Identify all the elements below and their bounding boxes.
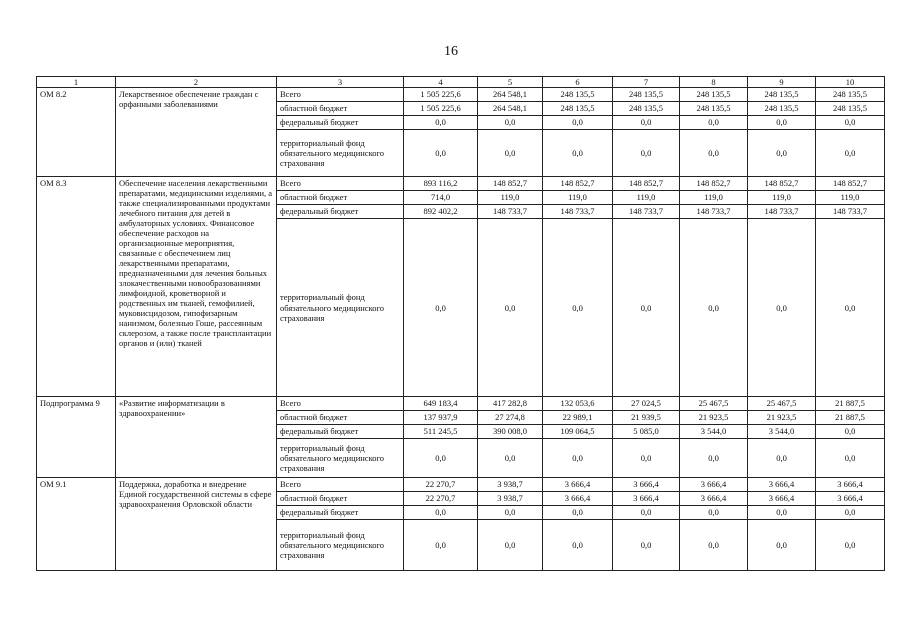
amount-cell: 25 467,5 bbox=[748, 397, 816, 411]
column-header: 8 bbox=[680, 77, 748, 88]
amount-cell: 248 135,5 bbox=[543, 88, 613, 102]
amount-cell: 0,0 bbox=[613, 439, 680, 478]
amount-cell: 3 666,4 bbox=[680, 492, 748, 506]
amount-cell: 0,0 bbox=[404, 439, 478, 478]
amount-cell: 119,0 bbox=[680, 191, 748, 205]
funding-source: Всего bbox=[277, 88, 404, 102]
amount-cell: 0,0 bbox=[543, 130, 613, 177]
table-row bbox=[37, 397, 885, 411]
amount-cell: 148 852,7 bbox=[816, 177, 885, 191]
amount-cell: 22 270,7 bbox=[404, 478, 478, 492]
amount-cell: 264 548,1 bbox=[478, 102, 543, 116]
program-name: Поддержка, доработка и внедрение Единой государственной системы в сфере здравоохранения Орловской области bbox=[116, 478, 277, 571]
funding-source: территориальный фонд обязательного медицинского страхования bbox=[277, 439, 404, 478]
budget-table bbox=[36, 76, 885, 571]
amount-cell: 0,0 bbox=[613, 219, 680, 397]
amount-cell: 0,0 bbox=[404, 130, 478, 177]
amount-cell: 3 666,4 bbox=[816, 492, 885, 506]
amount-cell: 0,0 bbox=[816, 520, 885, 571]
amount-cell: 119,0 bbox=[613, 191, 680, 205]
amount-cell: 892 402,2 bbox=[404, 205, 478, 219]
program-code: ОМ 8.3 bbox=[37, 177, 116, 397]
funding-source: федеральный бюджет bbox=[277, 425, 404, 439]
table-row bbox=[37, 177, 885, 191]
amount-cell: 22 989,1 bbox=[543, 411, 613, 425]
amount-cell: 0,0 bbox=[404, 219, 478, 397]
amount-cell: 0,0 bbox=[680, 520, 748, 571]
amount-cell: 3 666,4 bbox=[748, 478, 816, 492]
column-number-header-row bbox=[37, 77, 885, 88]
amount-cell: 21 923,5 bbox=[680, 411, 748, 425]
funding-source: территориальный фонд обязательного медицинского страхования bbox=[277, 520, 404, 571]
amount-cell: 148 733,7 bbox=[543, 205, 613, 219]
column-header: 9 bbox=[748, 77, 816, 88]
amount-cell: 0,0 bbox=[543, 116, 613, 130]
funding-source: федеральный бюджет bbox=[277, 506, 404, 520]
funding-source: территориальный фонд обязательного медицинского страхования bbox=[277, 130, 404, 177]
amount-cell: 0,0 bbox=[543, 219, 613, 397]
amount-cell: 0,0 bbox=[748, 506, 816, 520]
amount-cell: 0,0 bbox=[816, 219, 885, 397]
funding-source: областной бюджет bbox=[277, 191, 404, 205]
amount-cell: 0,0 bbox=[680, 219, 748, 397]
amount-cell: 390 008,0 bbox=[478, 425, 543, 439]
amount-cell: 109 064,5 bbox=[543, 425, 613, 439]
amount-cell: 21 887,5 bbox=[816, 411, 885, 425]
table-row bbox=[37, 88, 885, 102]
amount-cell: 21 887,5 bbox=[816, 397, 885, 411]
funding-source: областной бюджет bbox=[277, 411, 404, 425]
amount-cell: 0,0 bbox=[680, 116, 748, 130]
amount-cell: 0,0 bbox=[478, 439, 543, 478]
column-header: 6 bbox=[543, 77, 613, 88]
column-header: 1 bbox=[37, 77, 116, 88]
amount-cell: 248 135,5 bbox=[613, 102, 680, 116]
amount-cell: 119,0 bbox=[478, 191, 543, 205]
amount-cell: 0,0 bbox=[748, 116, 816, 130]
amount-cell: 148 733,7 bbox=[748, 205, 816, 219]
amount-cell: 0,0 bbox=[748, 219, 816, 397]
page-number: 16 bbox=[444, 44, 458, 59]
amount-cell: 3 666,4 bbox=[816, 478, 885, 492]
amount-cell: 0,0 bbox=[816, 425, 885, 439]
amount-cell: 25 467,5 bbox=[680, 397, 748, 411]
amount-cell: 148 733,7 bbox=[478, 205, 543, 219]
amount-cell: 649 183,4 bbox=[404, 397, 478, 411]
amount-cell: 27 274,8 bbox=[478, 411, 543, 425]
amount-cell: 0,0 bbox=[478, 130, 543, 177]
amount-cell: 0,0 bbox=[478, 219, 543, 397]
amount-cell: 148 852,7 bbox=[680, 177, 748, 191]
amount-cell: 21 923,5 bbox=[748, 411, 816, 425]
amount-cell: 264 548,1 bbox=[478, 88, 543, 102]
funding-source: федеральный бюджет bbox=[277, 205, 404, 219]
amount-cell: 3 666,4 bbox=[613, 492, 680, 506]
amount-cell: 3 938,7 bbox=[478, 478, 543, 492]
amount-cell: 1 505 225,6 bbox=[404, 88, 478, 102]
amount-cell: 3 666,4 bbox=[543, 492, 613, 506]
program-code: ОМ 9.1 bbox=[37, 478, 116, 571]
amount-cell: 0,0 bbox=[680, 439, 748, 478]
column-header: 2 bbox=[116, 77, 277, 88]
column-header: 3 bbox=[277, 77, 404, 88]
amount-cell: 137 937,9 bbox=[404, 411, 478, 425]
amount-cell: 148 852,7 bbox=[478, 177, 543, 191]
amount-cell: 0,0 bbox=[613, 130, 680, 177]
amount-cell: 0,0 bbox=[613, 520, 680, 571]
amount-cell: 248 135,5 bbox=[613, 88, 680, 102]
funding-source: Всего bbox=[277, 177, 404, 191]
amount-cell: 3 544,0 bbox=[748, 425, 816, 439]
amount-cell: 0,0 bbox=[478, 116, 543, 130]
amount-cell: 417 282,8 bbox=[478, 397, 543, 411]
funding-source: Всего bbox=[277, 478, 404, 492]
amount-cell: 3 666,4 bbox=[748, 492, 816, 506]
amount-cell: 0,0 bbox=[478, 506, 543, 520]
amount-cell: 148 733,7 bbox=[613, 205, 680, 219]
amount-cell: 0,0 bbox=[478, 520, 543, 571]
amount-cell: 3 938,7 bbox=[478, 492, 543, 506]
amount-cell: 21 939,5 bbox=[613, 411, 680, 425]
amount-cell: 248 135,5 bbox=[680, 102, 748, 116]
program-name: «Развитие информатизации в здравоохранении» bbox=[116, 397, 277, 478]
amount-cell: 0,0 bbox=[748, 439, 816, 478]
program-code: Подпрограмма 9 bbox=[37, 397, 116, 478]
funding-source: территориальный фонд обязательного медицинского страхования bbox=[277, 219, 404, 397]
amount-cell: 3 666,4 bbox=[680, 478, 748, 492]
amount-cell: 1 505 225,6 bbox=[404, 102, 478, 116]
amount-cell: 0,0 bbox=[404, 506, 478, 520]
amount-cell: 0,0 bbox=[543, 506, 613, 520]
amount-cell: 248 135,5 bbox=[748, 88, 816, 102]
amount-cell: 0,0 bbox=[680, 506, 748, 520]
amount-cell: 5 085,0 bbox=[613, 425, 680, 439]
amount-cell: 0,0 bbox=[816, 130, 885, 177]
column-header: 5 bbox=[478, 77, 543, 88]
amount-cell: 714,0 bbox=[404, 191, 478, 205]
amount-cell: 248 135,5 bbox=[748, 102, 816, 116]
amount-cell: 248 135,5 bbox=[680, 88, 748, 102]
amount-cell: 248 135,5 bbox=[816, 88, 885, 102]
amount-cell: 0,0 bbox=[816, 506, 885, 520]
amount-cell: 0,0 bbox=[404, 116, 478, 130]
amount-cell: 22 270,7 bbox=[404, 492, 478, 506]
funding-source: Всего bbox=[277, 397, 404, 411]
amount-cell: 3 666,4 bbox=[543, 478, 613, 492]
funding-source: областной бюджет bbox=[277, 102, 404, 116]
amount-cell: 119,0 bbox=[748, 191, 816, 205]
program-code: ОМ 8.2 bbox=[37, 88, 116, 177]
amount-cell: 148 852,7 bbox=[748, 177, 816, 191]
amount-cell: 248 135,5 bbox=[816, 102, 885, 116]
amount-cell: 148 733,7 bbox=[680, 205, 748, 219]
program-name: Лекарственное обеспечение граждан с орфанными заболеваниями bbox=[116, 88, 277, 177]
amount-cell: 0,0 bbox=[816, 439, 885, 478]
amount-cell: 119,0 bbox=[543, 191, 613, 205]
amount-cell: 0,0 bbox=[543, 439, 613, 478]
amount-cell: 27 024,5 bbox=[613, 397, 680, 411]
amount-cell: 511 245,5 bbox=[404, 425, 478, 439]
amount-cell: 248 135,5 bbox=[543, 102, 613, 116]
funding-source: областной бюджет bbox=[277, 492, 404, 506]
funding-source: федеральный бюджет bbox=[277, 116, 404, 130]
amount-cell: 0,0 bbox=[543, 520, 613, 571]
amount-cell: 0,0 bbox=[613, 116, 680, 130]
program-name: Обеспечение населения лекарственными препаратами, медицинскими изделиями, а также специализированными продуктами лечебного питания для детей в амбулаторных условиях. Финансовое обеспечение расходов на организационные мероприятия, связанные с обеспечением лиц лекарственными препаратами, предназначенными для лечения больных злокачественными новообразованиями лимфоидной, кроветворной и родственных им тканей, гемофилией, муковисцидозом, гипофизарным нанизмом, болезнью Гоше, рассеянным склерозом, а также после трансплантации органов и (или) тканей bbox=[116, 177, 277, 397]
amount-cell: 148 852,7 bbox=[613, 177, 680, 191]
amount-cell: 119,0 bbox=[816, 191, 885, 205]
amount-cell: 0,0 bbox=[748, 520, 816, 571]
amount-cell: 0,0 bbox=[748, 130, 816, 177]
amount-cell: 893 116,2 bbox=[404, 177, 478, 191]
column-header: 7 bbox=[613, 77, 680, 88]
amount-cell: 148 733,7 bbox=[816, 205, 885, 219]
amount-cell: 132 053,6 bbox=[543, 397, 613, 411]
amount-cell: 0,0 bbox=[404, 520, 478, 571]
column-header: 4 bbox=[404, 77, 478, 88]
amount-cell: 3 666,4 bbox=[613, 478, 680, 492]
amount-cell: 0,0 bbox=[613, 506, 680, 520]
amount-cell: 3 544,0 bbox=[680, 425, 748, 439]
amount-cell: 0,0 bbox=[680, 130, 748, 177]
table-row bbox=[37, 478, 885, 492]
column-header: 10 bbox=[816, 77, 885, 88]
amount-cell: 148 852,7 bbox=[543, 177, 613, 191]
amount-cell: 0,0 bbox=[816, 116, 885, 130]
